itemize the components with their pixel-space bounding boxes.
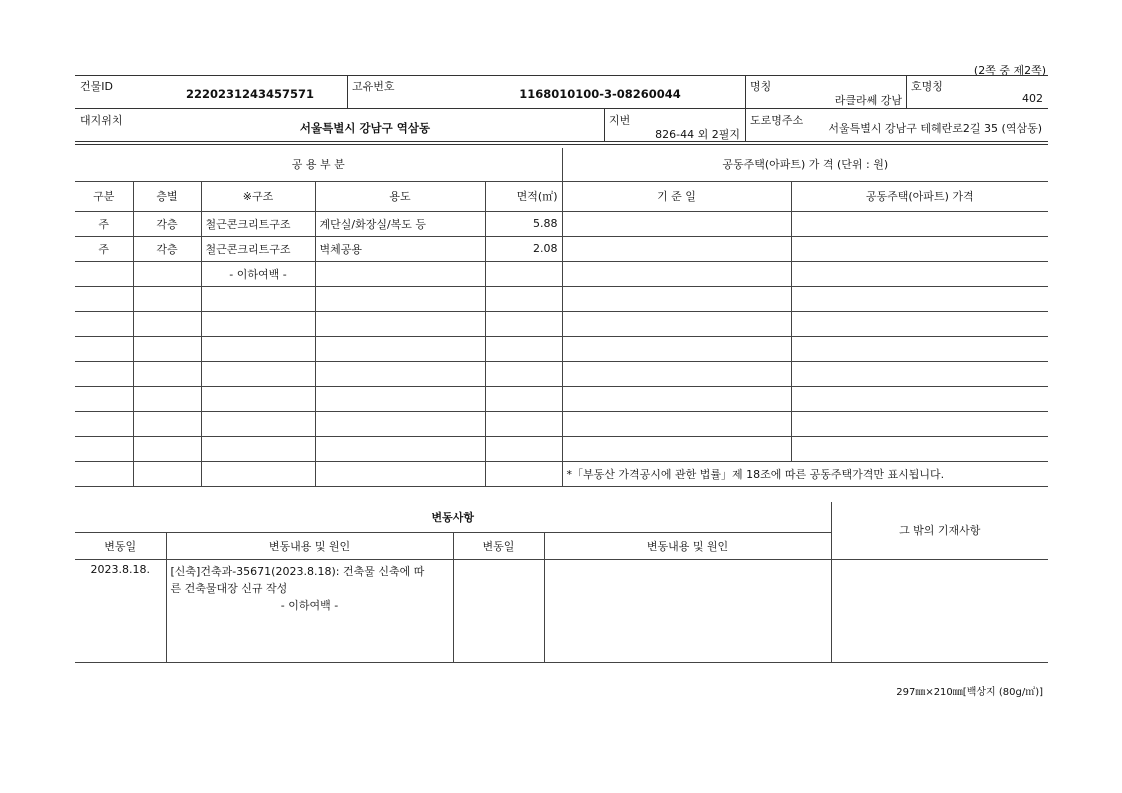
other-notes-cell — [831, 559, 1048, 662]
other-notes-title: 그 밖의 기재사항 — [831, 502, 1048, 559]
unit-label: 호명칭 — [911, 80, 943, 93]
cell-area: 5.88 — [485, 211, 562, 236]
page-indicator: (2쪽 중 제2쪽) — [973, 64, 1046, 77]
col-header-change-content: 변동내용 및 원인 — [166, 532, 453, 559]
header-divider — [906, 75, 907, 108]
header-divider — [745, 108, 746, 141]
cell-structure: 철근콘크리트구조 — [201, 236, 315, 261]
col-header-kind: 구분 — [75, 181, 133, 211]
cell-base-date — [562, 236, 791, 261]
header-divider — [745, 75, 746, 108]
entry-content-2 — [544, 559, 831, 662]
price-section-title: 공동주택(아파트) 가 격 (단위 : 원) — [562, 148, 1048, 181]
col-header-change-date: 변동일 — [75, 532, 166, 559]
cell-structure: 철근콘크리트구조 — [201, 211, 315, 236]
table-row — [75, 436, 1048, 461]
unique-no-label: 고유번호 — [352, 80, 395, 93]
cell-price — [791, 236, 1048, 261]
name-label: 명칭 — [750, 80, 772, 93]
cell-floor — [133, 261, 201, 286]
cell-use: 벽체공용 — [315, 236, 485, 261]
header-top-border — [75, 75, 1048, 76]
col-header-change-date-2: 변동일 — [453, 532, 544, 559]
building-id-value: 2220231243457571 — [185, 87, 315, 101]
cell-kind — [75, 261, 133, 286]
header-divider — [604, 108, 605, 141]
cell-use: 계단실/화장실/복도 등 — [315, 211, 485, 236]
cell-price — [791, 211, 1048, 236]
col-header-change-content-2: 변동내용 및 원인 — [544, 532, 831, 559]
table-row — [75, 461, 1048, 486]
entry-date-2 — [453, 559, 544, 662]
cell-kind: 주 — [75, 211, 133, 236]
name-value: 라클라쎄 강남 — [834, 94, 902, 107]
entry-date: 2023.8.18. — [75, 559, 166, 662]
col-header-area: 면적(㎡) — [485, 181, 562, 211]
table-row — [75, 261, 1048, 286]
cell-base-date — [562, 211, 791, 236]
road-value: 서울특별시 강남구 테헤란로2길 35 (역삼동) — [828, 122, 1042, 135]
paper-spec: 297㎜×210㎜[백상지 (80g/㎡)] — [896, 687, 1043, 698]
changes-table — [75, 502, 1048, 663]
col-header-floor: 층별 — [133, 181, 201, 211]
cell-base-date — [562, 261, 791, 286]
cell-area — [485, 261, 562, 286]
header-bottom-border — [75, 141, 1048, 142]
table-row — [75, 286, 1048, 311]
site-value: 서울특별시 강남구 역삼동 — [299, 121, 431, 135]
col-header-structure: ※구조 — [201, 181, 315, 211]
changes-title: 변동사항 — [75, 502, 831, 532]
unit-value: 402 — [1022, 92, 1043, 105]
cell-floor: 각층 — [133, 211, 201, 236]
table-row — [75, 361, 1048, 386]
common-section-table — [75, 148, 1048, 487]
cell-area: 2.08 — [485, 236, 562, 261]
unique-no-value: 1168010100-3-08260044 — [519, 87, 681, 101]
cell-floor: 각층 — [133, 236, 201, 261]
cell-price — [791, 261, 1048, 286]
road-label: 도로명주소 — [750, 114, 804, 127]
table-row — [75, 336, 1048, 361]
common-section-title: 공 용 부 분 — [75, 148, 562, 181]
site-label: 대지위치 — [80, 114, 123, 127]
col-header-price: 공동주택(아파트) 가격 — [791, 181, 1048, 211]
table-row — [75, 386, 1048, 411]
lot-value: 826-44 외 2필지 — [655, 128, 740, 141]
building-id-label: 건물ID — [80, 80, 113, 93]
entry-blank: - 이하여백 - — [280, 598, 339, 612]
price-footnote: *「부동산 가격공시에 관한 법률」제 18조에 따른 공동주택가격만 표시됩니다. — [562, 461, 1048, 486]
cell-kind: 주 — [75, 236, 133, 261]
table-row — [75, 559, 1048, 662]
table-row — [75, 236, 1048, 261]
header-double-border — [75, 144, 1048, 145]
entry-content-line-2: 른 건축물대장 신규 작성 — [170, 581, 288, 595]
table-row — [75, 211, 1048, 236]
cell-use — [315, 261, 485, 286]
cell-structure: - 이하여백 - — [201, 261, 315, 286]
entry-content-line-1: [신축]건축과-35671(2023.8.18): 건축물 신축에 따 — [170, 564, 425, 578]
header-mid-border — [75, 108, 1048, 109]
entry-content — [166, 559, 453, 662]
table-row — [75, 311, 1048, 336]
table-row — [75, 411, 1048, 436]
lot-label: 지번 — [609, 114, 631, 127]
col-header-base-date: 기 준 일 — [562, 181, 791, 211]
col-header-use: 용도 — [315, 181, 485, 211]
